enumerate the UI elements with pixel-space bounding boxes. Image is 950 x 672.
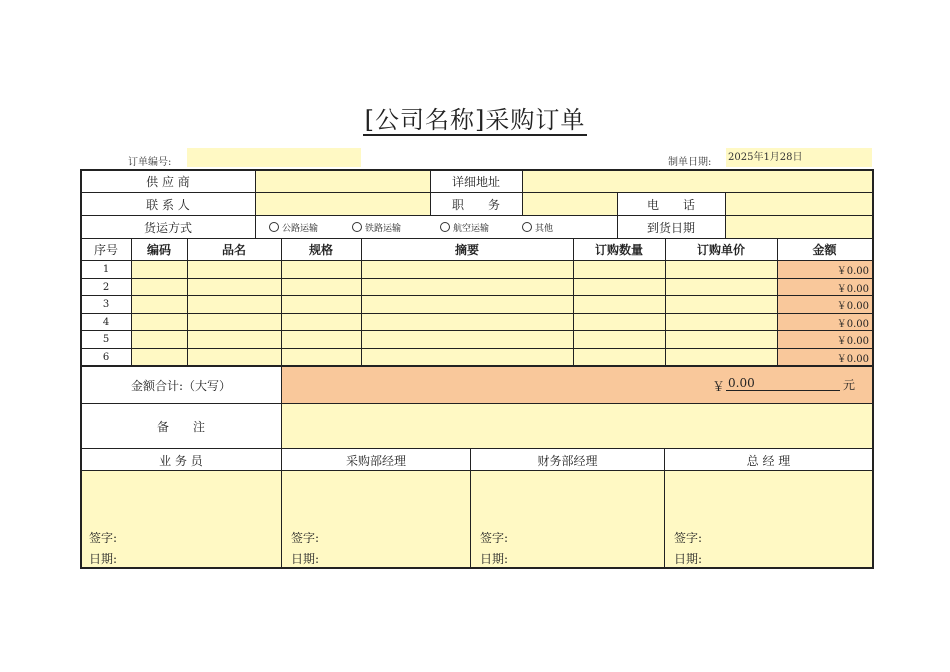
grid-hline [80, 260, 872, 261]
sign-date-label: 日期: [480, 552, 509, 566]
row-input-cell[interactable] [131, 261, 187, 279]
col-header-name: 品名 [221, 243, 246, 257]
total-unit: 元 [843, 378, 856, 392]
signature-box-finance[interactable] [471, 471, 664, 568]
row-input-cell[interactable] [187, 296, 281, 314]
phone-label: 电 话 [646, 197, 695, 212]
signature-box-salesperson[interactable] [81, 471, 281, 568]
grid-hline [80, 238, 872, 239]
radio-other[interactable]: 其他 [522, 221, 553, 234]
contact-field[interactable] [255, 193, 430, 215]
grid-vline [281, 366, 282, 568]
row-input-cell[interactable] [665, 331, 777, 349]
row-input-cell[interactable] [281, 349, 361, 367]
row-input-cell[interactable] [187, 331, 281, 349]
contact-label: 联 系 人 [146, 197, 190, 212]
row-input-cell[interactable] [281, 296, 361, 314]
row-input-cell[interactable] [573, 296, 665, 314]
grid-vline [281, 238, 282, 366]
row-number: 3 [102, 299, 110, 311]
col-header-summary: 摘要 [454, 243, 479, 257]
grid-hline [80, 330, 872, 331]
row-amount: ￥0.00 [777, 314, 872, 332]
col-header-qty: 订购数量 [594, 243, 643, 257]
row-amount: ￥0.00 [777, 331, 872, 349]
row-input-cell[interactable] [131, 314, 187, 332]
row-amount: ￥0.00 [777, 296, 872, 314]
col-header-no: 序号 [93, 243, 118, 257]
row-input-cell[interactable] [573, 349, 665, 367]
grid-hline [80, 348, 872, 349]
order-no-field[interactable] [187, 148, 361, 167]
row-number: 4 [102, 316, 110, 328]
grid-hline [80, 403, 872, 404]
sign-label: 签字: [291, 531, 320, 545]
signature-box-purchasing[interactable] [282, 471, 470, 568]
row-input-cell[interactable] [281, 279, 361, 297]
row-number: 2 [102, 281, 110, 293]
date-label: 制单日期: [668, 157, 712, 168]
grid-hline [80, 192, 872, 193]
grid-hline [80, 366, 872, 367]
role-finance-manager: 财务部经理 [537, 453, 598, 468]
position-label: 职 务 [451, 197, 500, 212]
row-input-cell[interactable] [281, 261, 361, 279]
grid-vline [131, 238, 132, 366]
row-input-cell[interactable] [665, 279, 777, 297]
row-input-cell[interactable] [665, 314, 777, 332]
grid-vline [573, 238, 574, 366]
supplier-label: 供 应 商 [146, 175, 190, 189]
row-number: 5 [102, 334, 110, 346]
arrival-field[interactable] [725, 216, 872, 238]
position-field[interactable] [522, 193, 617, 215]
sign-date-label: 日期: [89, 552, 118, 566]
row-input-cell[interactable] [361, 261, 573, 279]
shipping-label: 货运方式 [143, 220, 192, 235]
grid-vline [255, 170, 256, 238]
row-input-cell[interactable] [573, 261, 665, 279]
row-input-cell[interactable] [573, 279, 665, 297]
grid-hline [80, 215, 872, 216]
row-input-cell[interactable] [281, 314, 361, 332]
radio-circle-icon [352, 222, 362, 232]
sign-label: 签字: [480, 531, 509, 545]
radio-circle-icon [269, 222, 279, 232]
radio-road[interactable]: 公路运输 [269, 221, 318, 234]
arrival-label: 到货日期 [646, 220, 695, 235]
grid-hline [80, 278, 872, 279]
row-input-cell[interactable] [131, 331, 187, 349]
remarks-field[interactable] [282, 404, 872, 448]
grid-hline [80, 169, 874, 171]
grid-vline [430, 170, 431, 215]
total-label: 金额合计:（大写） [130, 378, 232, 393]
grid-vline [664, 448, 665, 568]
grid-vline [470, 448, 471, 568]
shipping-options [255, 216, 617, 238]
row-number: 6 [102, 351, 110, 363]
row-input-cell[interactable] [131, 296, 187, 314]
row-input-cell[interactable] [665, 296, 777, 314]
address-field[interactable] [522, 171, 872, 192]
grid-vline [777, 238, 778, 366]
role-salesperson: 业 务 员 [159, 453, 203, 468]
row-amount: ￥0.00 [777, 349, 872, 367]
total-value: 0.00 [726, 376, 840, 391]
signature-box-general[interactable] [665, 471, 872, 568]
radio-rail[interactable]: 铁路运输 [352, 221, 401, 234]
grid-hline [80, 470, 872, 471]
row-input-cell[interactable] [361, 349, 573, 367]
grid-vline [361, 238, 362, 366]
total-symbol: ￥ [712, 380, 726, 395]
row-amount: ￥0.00 [777, 261, 872, 279]
page-title: [公司名称]采购订单 [364, 106, 586, 134]
row-input-cell[interactable] [281, 331, 361, 349]
grid-vline [872, 169, 874, 569]
grid-vline [725, 192, 726, 238]
sign-date-label: 日期: [291, 552, 320, 566]
grid-hline [80, 295, 872, 296]
row-input-cell[interactable] [573, 314, 665, 332]
row-input-cell[interactable] [187, 314, 281, 332]
total-field[interactable] [282, 367, 872, 403]
phone-field[interactable] [725, 193, 872, 215]
row-input-cell[interactable] [131, 279, 187, 297]
address-label: 详细地址 [451, 175, 500, 189]
row-input-cell[interactable] [187, 279, 281, 297]
sign-date-label: 日期: [674, 552, 703, 566]
row-input-cell[interactable] [187, 261, 281, 279]
grid-vline [187, 238, 188, 366]
col-header-spec: 规格 [308, 243, 333, 257]
grid-vline [665, 238, 666, 366]
row-amount: ￥0.00 [777, 279, 872, 297]
sign-label: 签字: [89, 531, 118, 545]
grid-vline [617, 192, 618, 238]
row-input-cell[interactable] [361, 331, 573, 349]
col-header-code: 编码 [146, 243, 171, 257]
grid-hline [80, 448, 872, 449]
row-input-cell[interactable] [131, 349, 187, 367]
col-header-amount: 金额 [812, 243, 837, 257]
grid-hline [80, 567, 874, 569]
row-input-cell[interactable] [665, 261, 777, 279]
row-input-cell[interactable] [361, 296, 573, 314]
row-number: 1 [102, 264, 110, 276]
role-purchasing-manager: 采购部经理 [345, 453, 406, 468]
grid-vline [522, 170, 523, 215]
order-no-label: 订单编号: [128, 157, 172, 168]
date-field[interactable]: 2025年1月28日 [726, 148, 872, 167]
sign-label: 签字: [674, 531, 703, 545]
radio-circle-icon [440, 222, 450, 232]
supplier-field[interactable] [255, 171, 430, 192]
row-input-cell[interactable] [187, 349, 281, 367]
col-header-price: 订购单价 [696, 243, 745, 257]
grid-hline [80, 313, 872, 314]
remarks-label: 备 注 [156, 419, 205, 434]
radio-air[interactable]: 航空运输 [440, 221, 489, 234]
row-input-cell[interactable] [665, 349, 777, 367]
role-general-manager: 总 经 理 [746, 453, 791, 468]
row-input-cell[interactable] [573, 331, 665, 349]
grid-vline [80, 169, 82, 569]
row-input-cell[interactable] [361, 279, 573, 297]
radio-circle-icon [522, 222, 532, 232]
row-input-cell[interactable] [361, 314, 573, 332]
